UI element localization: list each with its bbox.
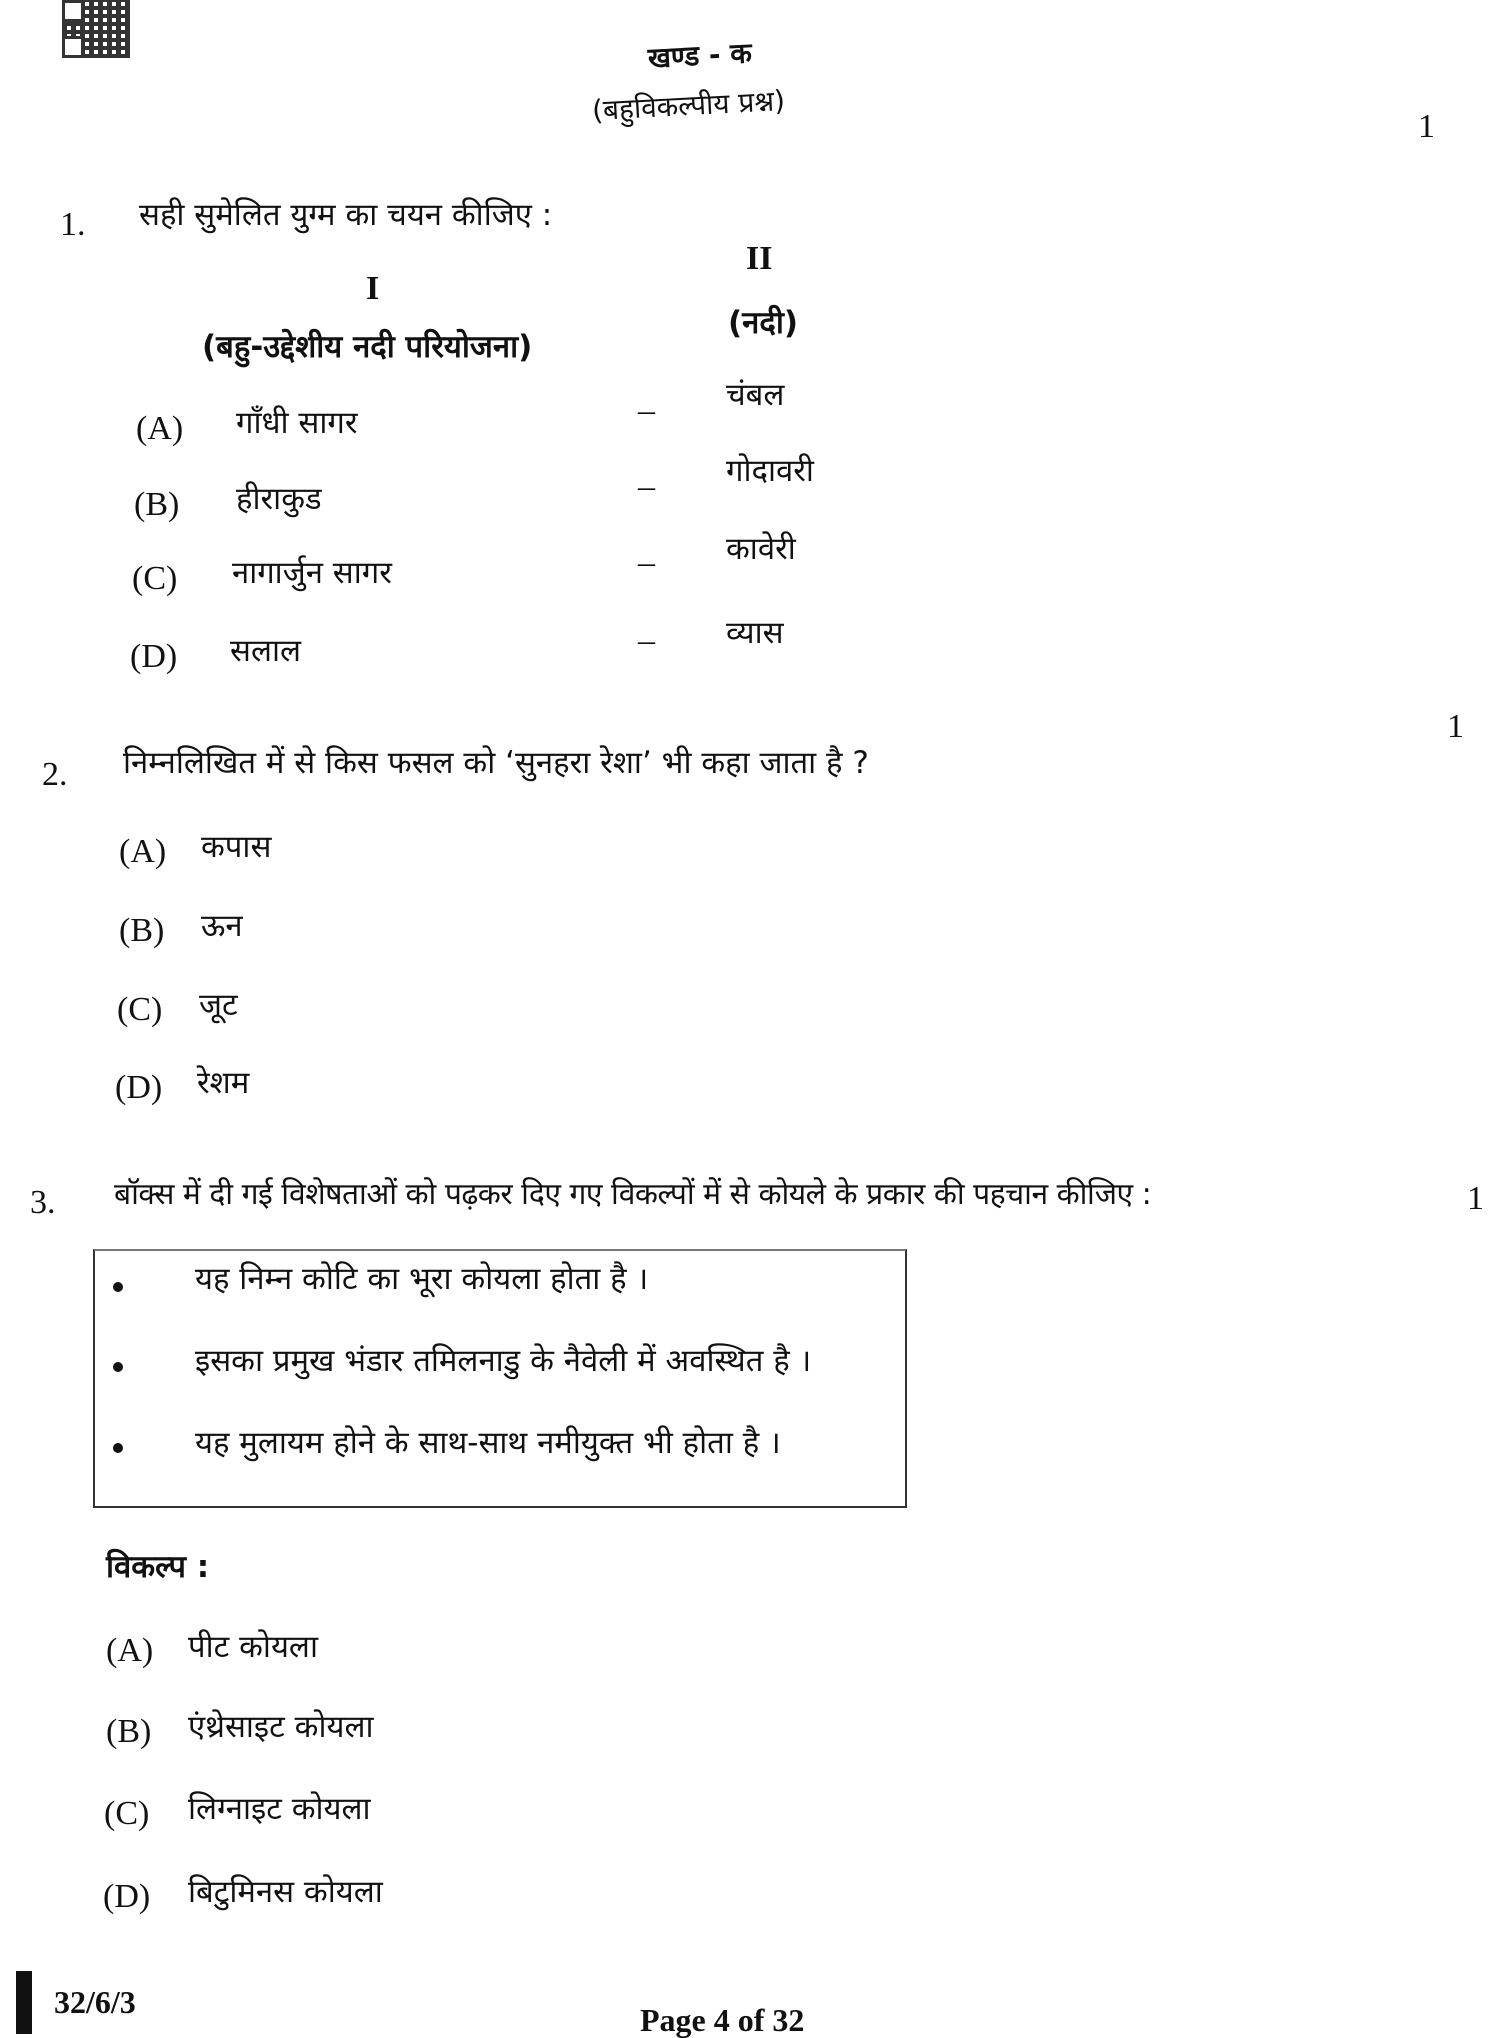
question-1-text: सही सुमेलित युग्म का चयन कीजिए : xyxy=(139,197,553,233)
column-1-heading: I xyxy=(366,270,380,307)
pair-river: व्यास xyxy=(726,615,784,651)
pair-project: नागार्जुन सागर xyxy=(232,555,392,591)
option-text: पीट कोयला xyxy=(188,1629,318,1665)
footer-bar xyxy=(16,1971,32,2034)
option-text: रेशम xyxy=(197,1065,250,1101)
pair-label: (D) xyxy=(130,638,178,675)
pair-river: गोदावरी xyxy=(726,453,814,489)
paper-code: 32/6/3 xyxy=(54,1984,136,2020)
box-point: यह निम्न कोटि का भूरा कोयला होता है । xyxy=(195,1261,649,1297)
pair-dash: – xyxy=(638,392,655,429)
options-heading: विकल्प : xyxy=(106,1549,210,1585)
pair-dash: – xyxy=(638,468,655,505)
pair-project: हीराकुड xyxy=(236,481,322,517)
question-2-marks: 1 xyxy=(1447,708,1464,745)
pair-label: (A) xyxy=(136,410,184,447)
option-text: एंथ्रेसाइट कोयला xyxy=(188,1709,374,1745)
option-label: (C) xyxy=(117,991,163,1028)
section-heading: खण्ड - क xyxy=(647,36,753,75)
bullet-icon xyxy=(113,1362,123,1372)
section-subtitle: (बहुविकल्पीय प्रश्न) xyxy=(591,83,786,128)
option-text: ऊन xyxy=(201,908,243,944)
column-2-subheading: (नदी) xyxy=(728,305,799,341)
page-number: Page 4 of 32 xyxy=(640,2002,805,2038)
pair-project: गाँधी सागर xyxy=(236,405,358,441)
option-label: (C) xyxy=(104,1795,150,1832)
pair-dash: – xyxy=(638,544,655,581)
option-label: (D) xyxy=(103,1878,151,1915)
bullet-icon xyxy=(113,1282,123,1292)
option-label: (D) xyxy=(115,1069,163,1106)
pair-river: कावेरी xyxy=(726,531,796,567)
bullet-icon xyxy=(113,1443,123,1453)
option-label: (A) xyxy=(106,1632,154,1669)
pair-label: (C) xyxy=(132,560,178,597)
question-3-number: 3. xyxy=(30,1184,56,1221)
box-point: यह मुलायम होने के साथ-साथ नमीयुक्त भी होता है । xyxy=(195,1425,781,1461)
option-label: (B) xyxy=(119,912,165,949)
box-point: इसका प्रमुख भंडार तमिलनाडु के नैवेली में अवस्थित है । xyxy=(195,1343,812,1379)
pair-project: सलाल xyxy=(230,633,302,669)
pair-dash: – xyxy=(638,622,655,659)
option-text: कपास xyxy=(201,829,272,865)
option-text: बिटुमिनस कोयला xyxy=(188,1874,383,1910)
option-label: (A) xyxy=(119,833,167,870)
pair-river: चंबल xyxy=(726,377,785,413)
option-text: लिग्नाइट कोयला xyxy=(188,1791,371,1827)
question-3-marks: 1 xyxy=(1467,1180,1484,1217)
question-3-text: बॉक्स में दी गई विशेषताओं को पढ़कर दिए गए विकल्पों में से कोयले के प्रकार की पहचान कीजिए : xyxy=(114,1177,1152,1212)
column-2-heading: II xyxy=(746,240,773,277)
pair-label: (B) xyxy=(134,486,180,523)
option-label: (B) xyxy=(106,1713,152,1750)
qr-code xyxy=(62,0,130,58)
question-1-number: 1. xyxy=(60,206,86,243)
column-1-subheading: (बहु-उद्देशीय नदी परियोजना) xyxy=(202,329,533,365)
question-2-text: निम्नलिखित में से किस फसल को ‘सुनहरा रेशा’ भी कहा जाता है ? xyxy=(123,745,869,781)
question-1-marks: 1 xyxy=(1418,108,1435,145)
question-2-number: 2. xyxy=(42,756,68,793)
option-text: जूट xyxy=(199,987,238,1023)
